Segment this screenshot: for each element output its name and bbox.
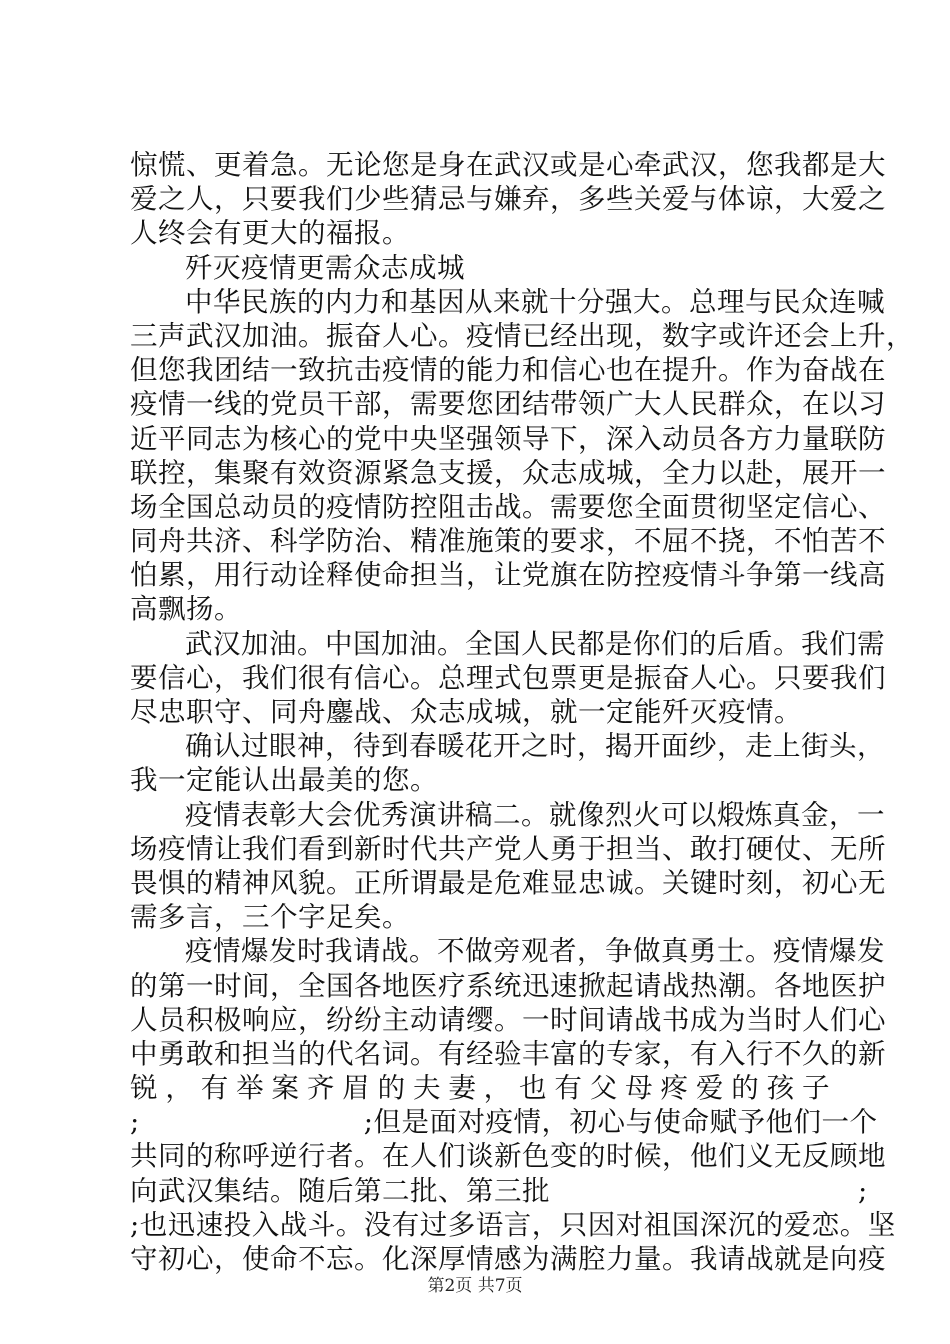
text-line: 的第一时间，全国各地医疗系统迅速掀起请战热潮。各地医护	[130, 969, 886, 1002]
text-line: 疫情一线的党员干部，需要您团结带领广大人民群众，在以习	[130, 388, 886, 421]
text-line: 人员积极响应，纷纷主动请缨。一时间请战书成为当时人们心	[130, 1003, 886, 1036]
text-line: 人终会有更大的福报。	[130, 217, 410, 250]
text-line: 惊慌、更着急。无论您是身在武汉或是心牵武汉，您我都是大	[130, 149, 886, 181]
text-line: 中华民族的内力和基因从来就十分强大。总理与民众连喊	[185, 285, 885, 318]
text-line: 近平同志为核心的党中央坚强领导下，深入动员各方力量联防	[130, 422, 886, 455]
text-line: 守初心，使命不忘。化深厚情感为满腔力量。我请战就是向疫	[130, 1243, 886, 1275]
text-line: 共同的称呼逆行者。在人们谈新色变的时候，他们义无反顾地	[130, 1140, 886, 1173]
text-line: 向武汉集结。随后第二批、第三批 ;	[130, 1174, 868, 1207]
text-line: ; ;但是面对疫情，初心与使命赋予他们一个	[130, 1106, 878, 1139]
text-line: 场全国总动员的疫情防控阻击战。需要您全面贯彻坚定信心、	[130, 490, 886, 523]
text-line: 三声武汉加油。振奋人心。疫情已经出现，数字或许还会上升，	[130, 319, 914, 352]
text-line: 但您我团结一致抗击疫情的能力和信心也在提升。作为奋战在	[130, 354, 886, 387]
text-line: 爱之人，只要我们少些猜忌与嫌弃，多些关爱与体谅，大爱之	[130, 183, 886, 216]
text-line: 同舟共济、科学防治、精准施策的要求，不屈不挠，不怕苦不	[130, 525, 886, 558]
text-line: 确认过眼神，待到春暖花开之时，揭开面纱，走上街头，	[185, 730, 885, 763]
text-line: 要信心，我们很有信心。总理式包票更是振奋人心。只要我们	[130, 661, 886, 694]
text-line: 我一定能认出最美的您。	[130, 764, 438, 797]
text-line: 需多言，三个字足矣。	[130, 901, 410, 934]
text-line: 高飘扬。	[130, 593, 242, 626]
text-line: 尽忠职守、同舟鏖战、众志成城，就一定能歼灭疫情。	[130, 696, 802, 728]
text-line: 畏惧的精神风貌。正所谓最是危难显忠诚。关键时刻，初心无	[130, 866, 886, 899]
text-line: 中勇敢和担当的代名词。有经验丰富的专家，有入行不久的新	[130, 1037, 886, 1070]
text-line: 疫情爆发时我请战。不做旁观者，争做真勇士。疫情爆发	[185, 935, 885, 968]
text-line: 场疫情让我们看到新时代共产党人勇于担当、敢打硬仗、无所	[130, 832, 886, 865]
page-footer: 第2页 共7页	[427, 1276, 523, 1296]
text-line: 疫情表彰大会优秀演讲稿二。就像烈火可以煅炼真金，一	[185, 798, 885, 831]
text-line: ;也迅速投入战斗。没有过多语言，只因对祖国深沉的爱恋。坚	[130, 1208, 896, 1241]
text-line: 联控，集聚有效资源紧急支援，众志成城，全力以赴，展开一	[130, 456, 886, 489]
text-line: 怕累，用行动诠释使命担当，让党旗在防控疫情斗争第一线高	[130, 559, 886, 592]
text-line: 武汉加油。中国加油。全国人民都是你们的后盾。我们需	[185, 627, 885, 660]
text-line: 锐，有举案齐眉的夫妻，也有父母疼爱的孩子	[130, 1072, 830, 1105]
section-heading: 歼灭疫情更需众志成城	[185, 251, 465, 284]
body-text	[130, 148, 914, 1276]
